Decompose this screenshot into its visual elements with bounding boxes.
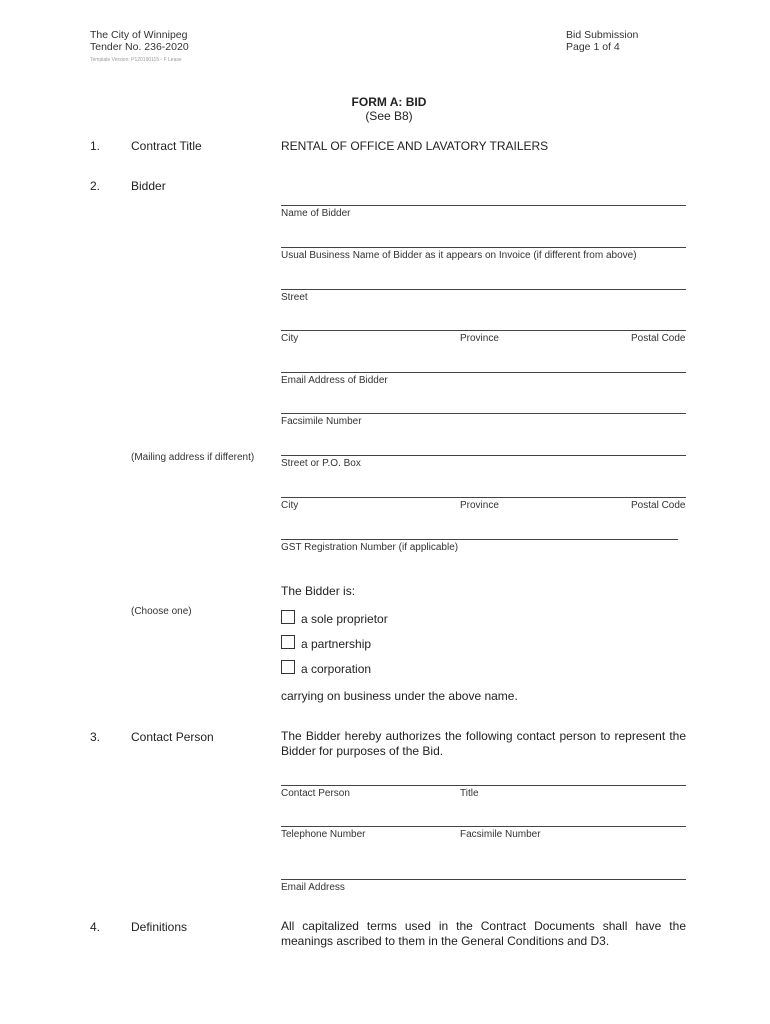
contact-person-caption: Contact Person [281, 788, 350, 799]
section-4-label: Definitions [131, 920, 188, 934]
document-type: Bid Submission [566, 29, 639, 41]
definitions-text: All capitalized terms used in the Contract Documents shall have the meanings ascribed to them in the General Conditions and D3. [281, 919, 686, 948]
mailing-city-line[interactable] [281, 497, 686, 498]
section-1-number: 1. [90, 139, 101, 153]
email-caption: Email Address of Bidder [281, 375, 388, 386]
section-1-label: Contract Title [131, 139, 202, 153]
email-line[interactable] [281, 372, 686, 373]
section-3-number: 3. [90, 730, 101, 744]
name-of-bidder-line[interactable] [281, 205, 686, 206]
section-3-label: Contact Person [131, 730, 214, 744]
postal-code-caption: Postal Code [631, 333, 686, 344]
city-province-postal-line[interactable] [281, 330, 686, 331]
tender-number: Tender No. 236-2020 [90, 41, 189, 53]
telephone-line[interactable] [281, 826, 686, 827]
street-caption: Street [281, 292, 308, 303]
contact-email-caption: Email Address [281, 882, 345, 893]
mailing-address-label: (Mailing address if different) [131, 452, 255, 463]
facsimile-caption: Facsimile Number [281, 416, 362, 427]
gst-caption: GST Registration Number (if applicable) [281, 542, 459, 553]
section-2-label: Bidder [131, 179, 166, 193]
name-of-bidder-caption: Name of Bidder [281, 208, 351, 219]
sole-proprietor-checkbox[interactable] [281, 610, 295, 624]
contact-authorization-text: The Bidder hereby authorizes the following contact person to represent the Bidder for purposes of the Bid. [281, 729, 686, 758]
corporation-label: a corporation [301, 662, 372, 676]
bidder-is-heading: The Bidder is: [281, 584, 356, 598]
choose-one-label: (Choose one) [131, 606, 192, 617]
contract-title-value: RENTAL OF OFFICE AND LAVATORY TRAILERS [281, 139, 549, 153]
province-caption: Province [460, 333, 499, 344]
street-line[interactable] [281, 289, 686, 290]
telephone-caption: Telephone Number [281, 829, 366, 840]
city-caption: City [281, 333, 299, 344]
template-version: Template Version: P120190115 - F Lease [90, 57, 182, 63]
usual-business-name-caption: Usual Business Name of Bidder as it appears on Invoice (if different from above) [281, 250, 637, 261]
mailing-postal-caption: Postal Code [631, 500, 686, 511]
contact-facsimile-caption: Facsimile Number [460, 829, 541, 840]
page-number: Page 1 of 4 [566, 41, 620, 53]
city-name: The City of Winnipeg [90, 29, 188, 41]
section-4-number: 4. [90, 920, 101, 934]
facsimile-line[interactable] [281, 413, 686, 414]
mailing-street-caption: Street or P.O. Box [281, 458, 361, 469]
mailing-province-caption: Province [460, 500, 499, 511]
mailing-street-line[interactable] [281, 455, 686, 456]
contact-email-line[interactable] [281, 879, 686, 880]
partnership-checkbox[interactable] [281, 635, 295, 649]
carrying-on-business-text: carrying on business under the above name. [281, 689, 518, 703]
partnership-label: a partnership [301, 637, 372, 651]
gst-line[interactable] [281, 539, 678, 540]
corporation-checkbox[interactable] [281, 660, 295, 674]
sole-proprietor-label: a sole proprietor [301, 612, 388, 626]
form-subtitle: (See B8) [365, 109, 413, 123]
form-title: FORM A: BID [351, 95, 427, 109]
usual-business-name-line[interactable] [281, 247, 686, 248]
mailing-city-caption: City [281, 500, 299, 511]
section-2-number: 2. [90, 179, 101, 193]
contact-title-caption: Title [460, 788, 479, 799]
contact-person-line[interactable] [281, 785, 686, 786]
